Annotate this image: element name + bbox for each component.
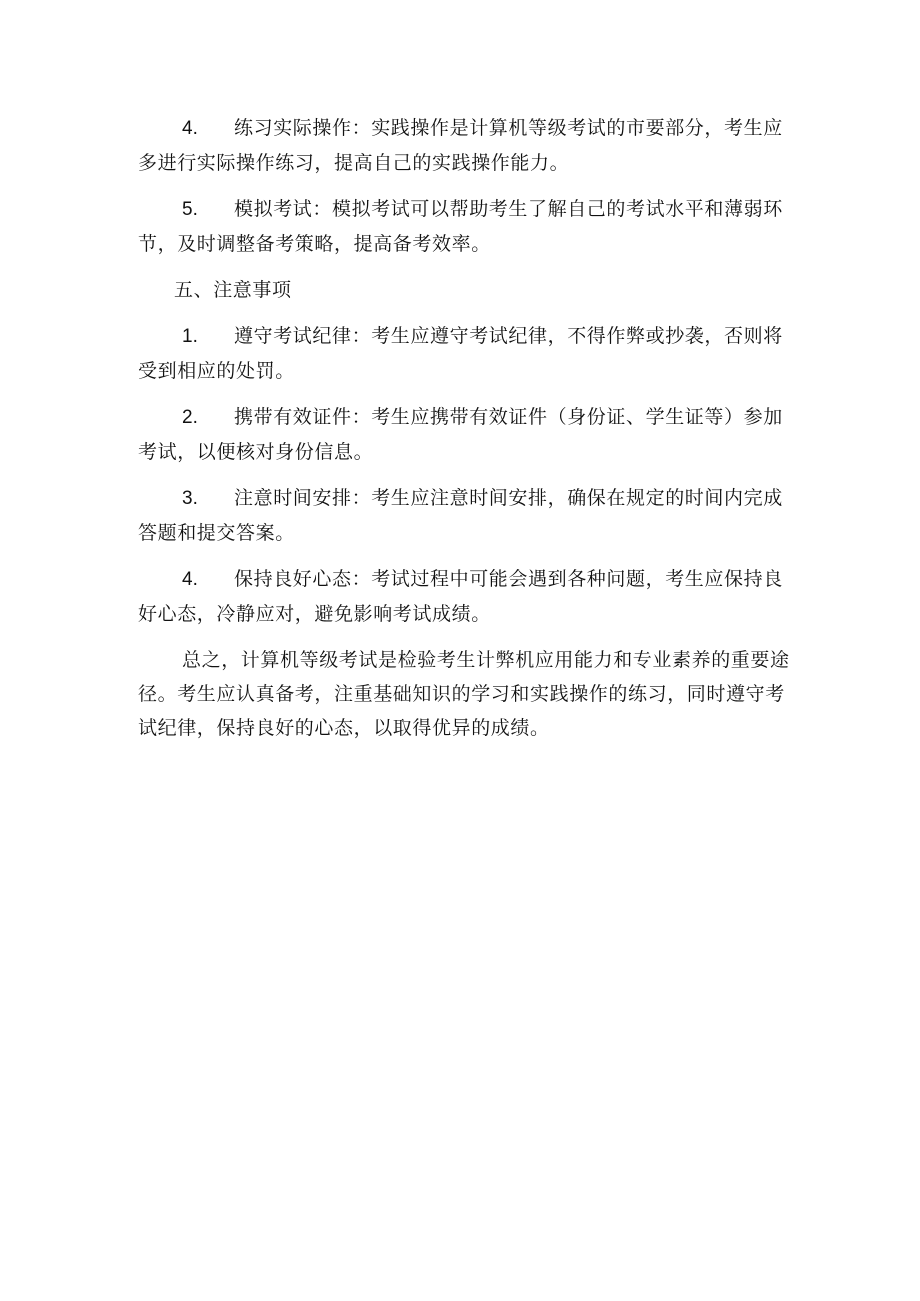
conclusion-paragraph: 总之，计算机等级考试是检验考生计弊机应用能力和专业素养的重要途径。考生应认真备考，注重基础知识的学习和实践操作的练习，同时遵守考试纪律，保持良好的心态，以取得优异的成绩。 (138, 649, 790, 739)
list-item-text: 保持良好心态：考试过程中可能会遇到各种问题，考生应保持良好心态，冷静应对，避免影响考试成绩。 (138, 568, 783, 625)
list-item-text: 练习实际操作：实践操作是计算机等级考试的市要部分，考生应多进行实际操作练习，提高自己的实践操作能力。 (138, 117, 783, 174)
list-item-text: 遵守考试纪律：考生应遵守考试纪律，不得作弊或抄袭，否则将受到相应的处罚。 (138, 325, 783, 382)
list-item-number: 4. (182, 118, 198, 139)
section-heading: 五、注意事项 (174, 279, 292, 301)
list-item-number: 1. (182, 326, 198, 347)
list-item (138, 192, 800, 261)
list-item (138, 319, 800, 388)
list-item-number: 4. (182, 569, 198, 590)
list-item-text: 模拟考试：模拟考试可以帮助考生了解自己的考试水平和薄弱环节，及时调整备考策略，提高备考效率。 (138, 198, 783, 255)
list-item-number: 3. (182, 488, 198, 509)
list-item (138, 400, 800, 469)
document-body (138, 111, 800, 757)
list-item (138, 562, 800, 631)
list-item-text: 携带有效证件：考生应携带有效证件（身份证、学生证等）参加考试，以便核对身份信息。 (138, 406, 783, 463)
list-item-number: 2. (182, 407, 198, 428)
list-item (138, 111, 800, 180)
list-item-number: 5. (182, 199, 198, 220)
list-item-text: 注意时间安排：考生应注意时间安排，确保在规定的时间内完成答题和提交答案。 (138, 487, 783, 544)
list-item (138, 481, 800, 550)
